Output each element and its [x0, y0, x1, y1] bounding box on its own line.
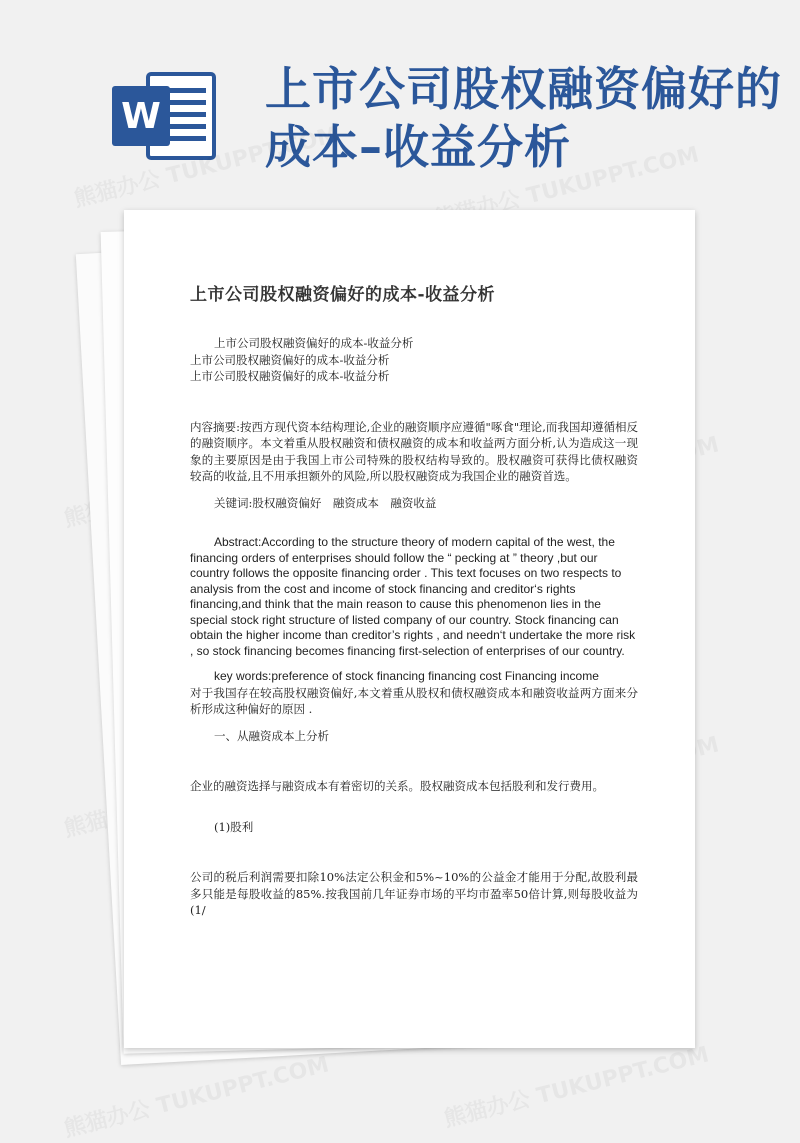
watermark: [60, 1048, 331, 1143]
document-title: 上市公司股权融资偏好的成本-收益分析: [190, 285, 496, 305]
abstract-chinese: 内容摘要:按西方现代资本结构理论,企业的融资顺序应遵循"啄食"理论,而我国却遵循相反的融资顺序。本文着重从股权融资和债权融资的成本和收益两方面分析,认为造成这一现象的主要原因是由于我国上市公司特殊的股权结构导致的。股权融资可获得比债权融资较高的收益,且不用承担额外的风险,所以股权融资成为我国企业的融资首选。: [190, 419, 638, 483]
page-title: 上市公司股权融资偏好的成本–收益分析: [265, 62, 782, 174]
abstract-english: Abstract:According to the structure theory of modern capital of the west, the financing orders of enterprises should follow the “ pecking at ” theory ,but our country follows the opposite financing order . This text focuses on two respects to analysis from the cost and income of stock financing and creditor‘s rights financing,and think that the main reason to cause this phenomenon lies in the special stock right structure of listed company of our country. Stock financing can obtain the higher income than creditor’s rights , and needn‘t undertake the more risk , so stock financing becomes financing first-selection of enterprises of our country.: [190, 535, 636, 658]
watermark: [440, 1038, 711, 1134]
document-body: [190, 280, 638, 919]
body-paragraph: 公司的税后利润需要扣除10%法定公积金和5%~10%的公益金才能用于分配,故股利最多只能是每股收益的85%.按我国前几年证券市场的平均市盈率50倍计算,则每股收益为(1/: [190, 870, 638, 917]
document-page: [124, 210, 695, 1048]
keywords-chinese: 关键词:股权融资偏好 融资成本 融资收益: [214, 495, 437, 510]
body-paragraph: 企业的融资选择与融资成本有着密切的关系。股权融资成本包括股利和发行费用。: [190, 779, 604, 793]
keywords-english: key words:preference of stock financing financing cost Financing income: [214, 669, 599, 683]
intro-paragraph: 对于我国存在较高股权融资偏好,本文着重从股权和债权融资成本和融资收益两方面来分析形成这种偏好的原因 .: [190, 685, 638, 716]
section-heading: 一、从融资成本上分析: [214, 728, 329, 743]
subtitle-line: 上市公司股权融资偏好的成本-收益分析: [190, 369, 390, 383]
subsection-heading: (1)股利: [214, 819, 254, 834]
subtitle-line: 上市公司股权融资偏好的成本-收益分析: [214, 336, 414, 350]
subtitle-line: 上市公司股权融资偏好的成本-收益分析: [190, 352, 390, 367]
word-icon-letter: W: [121, 96, 161, 137]
word-document-icon: [110, 70, 218, 162]
